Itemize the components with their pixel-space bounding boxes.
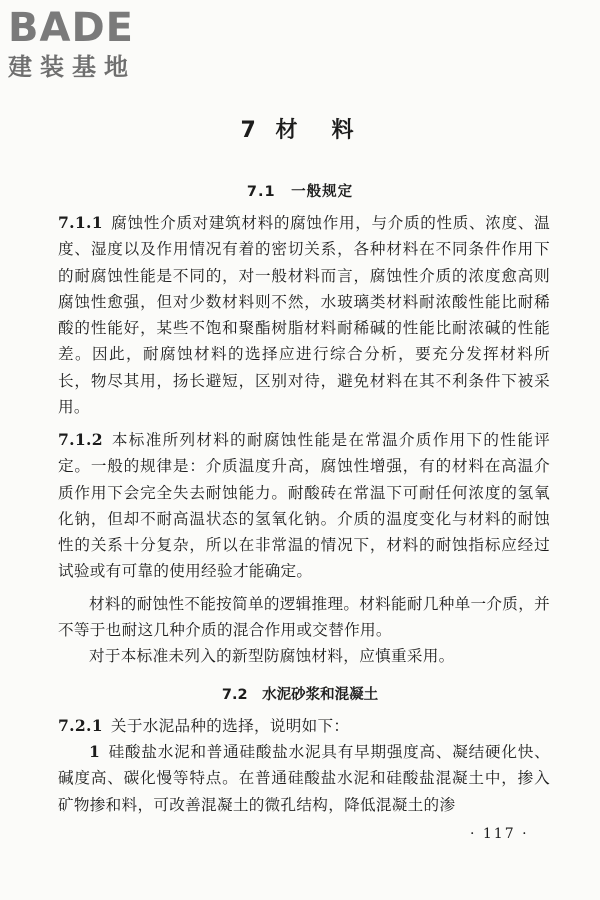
clause-7-1-1 xyxy=(58,210,550,420)
clause-7-1-2-paragraph-2: 材料的耐蚀性不能按简单的逻辑推理。材料能耐几种单一介质，并不等于也耐这几种介质的混合作用或交替作用。 xyxy=(58,595,550,640)
clause-text: 本标准所列材料的耐腐蚀性能是在常温介质作用下的性能评定。一般的规律是：介质温度升高，腐蚀性增强，有的材料在高温介质作用下会完全失去耐蚀能力。耐酸砖在常温下可耐任何浓度的氢氧化钠，但却不耐高温状态的氢氧化钠。介质的温度变化与材料的耐蚀性的关系十分复杂，所以在非常温的情况下，材料的耐蚀指标应经过试验或有可靠的使用经验才能确定。 xyxy=(58,431,550,581)
page-number: · 117 · xyxy=(470,826,529,842)
logo xyxy=(8,6,178,82)
item-text: 硅酸盐水泥和普通硅酸盐水泥具有早期强度高、凝结硬化快、碱度高、碳化慢等特点。在普通硅酸盐水泥和硅酸盐混凝土中，掺入矿物掺和料，可改善混凝土的微孔结构，降低混凝土的渗 xyxy=(58,743,550,814)
section-7-2-title: 7.2 水泥砂浆和混凝土 xyxy=(221,687,379,703)
logo-subtitle: 建装基地 xyxy=(8,53,136,81)
clause-number: 7.1.2 xyxy=(58,430,103,449)
clause-text: 腐蚀性介质对建筑材料的腐蚀作用，与介质的性质、浓度、温度、湿度以及作用情况有着的密切关系，各种材料在不同条件作用下的耐腐蚀性能是不同的，对一般材料而言，腐蚀性介质的浓度愈高则腐蚀性愈强，但对少数材料则不然，水玻璃类材料耐浓酸性能比耐稀酸的性能好，某些不饱和聚酯树脂材料耐稀碱的性能比耐浓碱的性能差。因此，耐腐蚀材料的选择应进行综合分析，要充分发挥材料所长，物尽其用，扬长避短，区别对待，避免材料在其不利条件下被采用。 xyxy=(58,214,550,417)
item-number: 1 xyxy=(89,742,101,761)
clause-7-2-1 xyxy=(58,713,550,739)
clause-number: 7.1.1 xyxy=(58,213,103,232)
clause-7-1-2 xyxy=(58,427,550,585)
clause-number: 7.2.1 xyxy=(58,716,103,735)
clause-7-2-1-item-1 xyxy=(58,739,550,818)
section-7-1-title: 7.1 一般规定 xyxy=(246,184,354,200)
clause-text: 关于水泥品种的选择，说明如下： xyxy=(110,717,350,735)
logo-brand: BADE xyxy=(8,5,134,51)
chapter-title: 7 材 料 xyxy=(240,118,360,143)
clause-7-1-2-paragraph-3: 对于本标准未列入的新型防腐蚀材料，应慎重采用。 xyxy=(89,647,455,665)
